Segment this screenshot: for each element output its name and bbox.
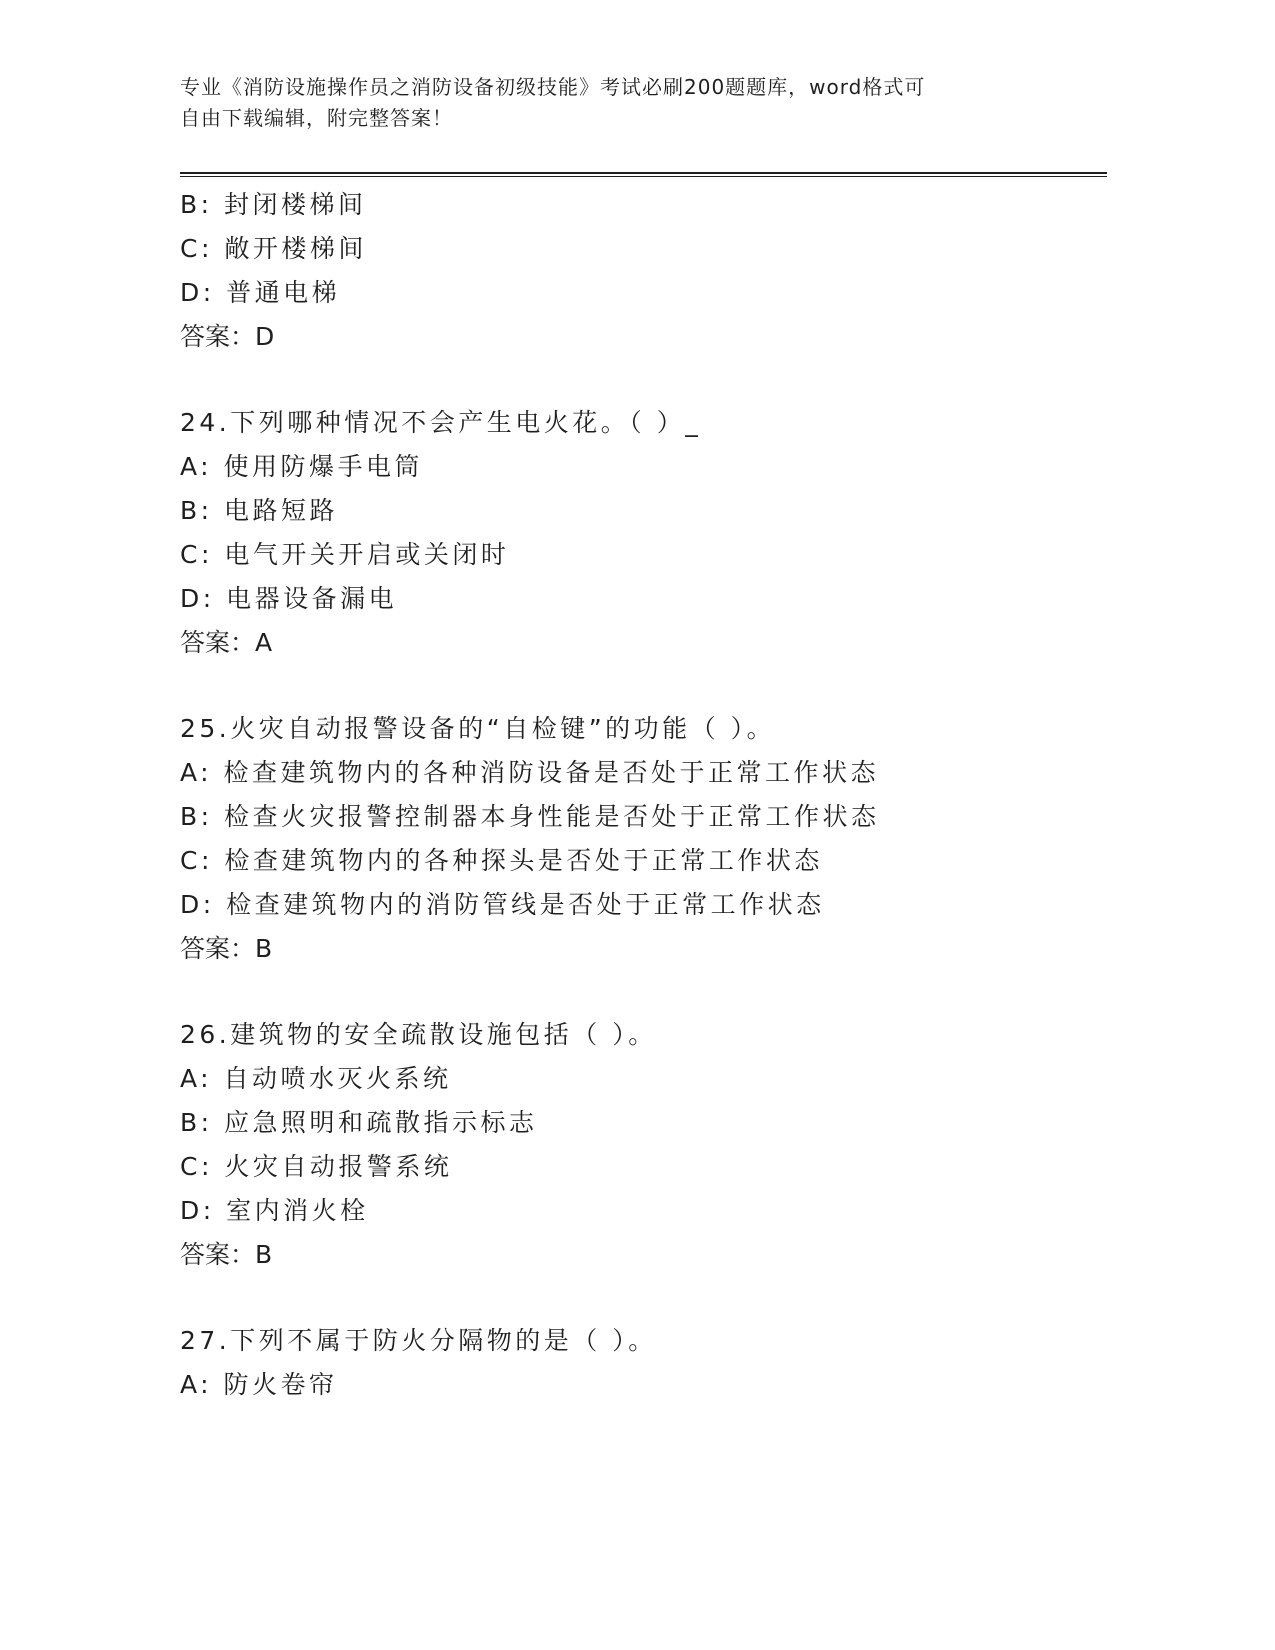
option-b: B: 检查火灾报警控制器本身性能是否处于正常工作状态 bbox=[180, 802, 880, 831]
question-block-24 bbox=[180, 401, 1120, 665]
answer-line: 答案：A bbox=[180, 628, 273, 657]
option-a: A: 防火卷帘 bbox=[180, 1370, 338, 1399]
option-c: C: 电气开关开启或关闭时 bbox=[180, 540, 510, 569]
option-d: D: 室内消火栓 bbox=[180, 1196, 369, 1225]
header-line-1: 专业《消防设施操作员之消防设备初级技能》考试必刷200题题库，word格式可 bbox=[180, 75, 926, 99]
header-rule-thick bbox=[180, 172, 1107, 174]
answer-line: 答案：B bbox=[180, 1240, 273, 1269]
option-c: C: 检查建筑物内的各种探头是否处于正常工作状态 bbox=[180, 846, 823, 875]
option-c: C: 火灾自动报警系统 bbox=[180, 1152, 453, 1181]
option-c: C: 敞开楼梯间 bbox=[180, 234, 367, 263]
spacer bbox=[180, 665, 1120, 707]
question-stem: 24.下列哪种情况不会产生电火花。（ ）_ bbox=[180, 408, 702, 437]
header-line-2: 自由下载编辑，附完整答案！ bbox=[180, 106, 453, 130]
option-b: B: 封闭楼梯间 bbox=[180, 190, 367, 219]
spacer bbox=[180, 359, 1120, 401]
option-d: D: 电器设备漏电 bbox=[180, 584, 398, 613]
answer-line: 答案：D bbox=[180, 322, 275, 351]
option-a: A: 自动喷水灭火系统 bbox=[180, 1064, 452, 1093]
question-stem: 25.火灾自动报警设备的“自检键”的功能（ ）。 bbox=[180, 714, 776, 743]
question-block-26 bbox=[180, 1013, 1120, 1277]
option-a: A: 使用防爆手电筒 bbox=[180, 452, 424, 481]
question-stem: 26.建筑物的安全疏散设施包括（ ）。 bbox=[180, 1020, 657, 1049]
spacer bbox=[180, 971, 1120, 1013]
option-b: B: 应急照明和疏散指示标志 bbox=[180, 1108, 538, 1137]
question-block-carryover bbox=[180, 183, 1120, 359]
option-a: A: 检查建筑物内的各种消防设备是否处于正常工作状态 bbox=[180, 758, 880, 787]
option-d: D: 检查建筑物内的消防管线是否处于正常工作状态 bbox=[180, 890, 825, 919]
spacer bbox=[180, 1277, 1120, 1319]
question-block-25 bbox=[180, 707, 1120, 971]
document-header bbox=[180, 72, 1040, 134]
option-b: B: 电路短路 bbox=[180, 496, 339, 525]
question-stem: 27.下列不属于防火分隔物的是（ ）。 bbox=[180, 1326, 657, 1355]
answer-line: 答案：B bbox=[180, 934, 273, 963]
option-d: D: 普通电梯 bbox=[180, 278, 341, 307]
question-block-27 bbox=[180, 1319, 1120, 1407]
question-list bbox=[180, 183, 1120, 1407]
header-rule-thin bbox=[180, 176, 1107, 177]
